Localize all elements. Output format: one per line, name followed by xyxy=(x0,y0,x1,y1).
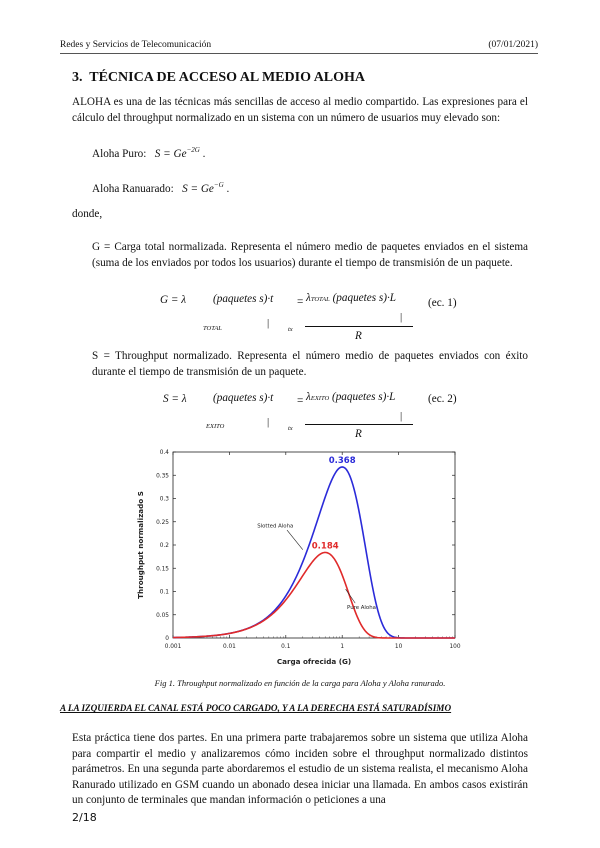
y-axis-label: Throughput normalizado S xyxy=(136,491,145,599)
annotation-slotted-leader xyxy=(287,530,303,550)
formula-slotted-label: Aloha Ranuarado: xyxy=(92,183,174,195)
y-tick-label: 0.05 xyxy=(156,612,169,619)
eq2-lhs-sub: EXITO xyxy=(206,423,225,430)
section-title: TÉCNICA DE ACCESO AL MEDIO ALOHA xyxy=(89,70,366,85)
y-tick-label: 0.2 xyxy=(159,543,169,549)
formula-pure-aloha xyxy=(92,148,205,160)
intro-paragraph: ALOHA es una de las técnicas más sencillas de acceso al medio compartido. Las expresiones para el cálculo del throughput normalizado en un sistema con un número de usuarios muy elevado son: xyxy=(72,96,528,124)
eq1-equals: = xyxy=(297,296,304,308)
section-heading xyxy=(72,70,365,86)
eq2-middle: (paquetes s)·t xyxy=(213,392,274,404)
x-tick-label: 0.001 xyxy=(164,644,182,650)
eq1-lhs-sub: TOTAL xyxy=(203,325,222,332)
eq2-bar: | xyxy=(267,416,270,428)
formula-pure-label: Aloha Puro: xyxy=(92,148,147,160)
x-tick-label: 10 xyxy=(394,644,403,650)
eq1-fraction-line xyxy=(305,326,413,327)
formula-slotted-exponent: −G xyxy=(213,181,224,189)
formula-pure-exponent: −2G xyxy=(186,146,200,154)
y-tick-label: 0.15 xyxy=(156,566,169,573)
eq2-equals: = xyxy=(297,395,304,407)
annotation-slotted-aloha: Slotted Aloha xyxy=(257,523,294,530)
y-tick-label: 0 xyxy=(165,636,169,642)
formula-slotted-tail: . xyxy=(226,183,230,195)
eq2-num-lambda: λ xyxy=(306,391,311,403)
eq1-num-sub: TOTAL xyxy=(310,296,330,303)
eq1-numerator xyxy=(306,292,396,304)
formula-pure-expr: S = Ge xyxy=(154,148,187,160)
definition-s: S = Throughput normalizado. Representa el número medio de paquetes enviados con éxito durante el tiempo de transmisión de un paquete. xyxy=(92,350,528,378)
peak-label-slotted: 0.368 xyxy=(328,455,356,466)
page-number: 2/18 xyxy=(72,811,97,824)
section-number: 3. xyxy=(72,70,83,85)
y-tick-label: 0.3 xyxy=(159,496,169,503)
eq1-lhs: G = λ xyxy=(160,294,187,306)
annotation-pure-leader xyxy=(346,589,356,603)
eq1-denominator: R xyxy=(355,330,362,342)
formula-slotted-aloha xyxy=(92,183,229,195)
eq2-num-rest: (paquetes s)·L xyxy=(331,391,396,403)
annotation-pure-aloha: Pure Aloha xyxy=(347,605,376,612)
figure-caption: Fig 1. Throughput normalizado en función de la carga para Aloha y Aloha ranurado. xyxy=(154,678,446,688)
closing-paragraph: Esta práctica tiene dos partes. En una primera parte trabajaremos sobre un sistema que utiliza Aloha para compartir el medio y analizaremos cómo inciden sobre el throughput normalizado distintos parámetros. En una segunda parte abordaremos el estudio de un sistema realista, el mecanismo Aloha Ranurado utilizado en GSM cuando un abonado desea iniciar una llamada. En ambos casos existirán un conjunto de terminales que mandan información o peticiones a una xyxy=(72,732,528,806)
x-tick-label: 1 xyxy=(340,644,345,650)
header-divider xyxy=(60,53,538,54)
donde-text: donde, xyxy=(72,208,103,220)
eq2-lhs: S = λ xyxy=(163,393,187,405)
eq2-label: (ec. 2) xyxy=(428,393,457,405)
y-tick-label: 0.4 xyxy=(159,450,169,456)
eq1-label: (ec. 1) xyxy=(428,297,457,309)
eq2-num-bar: | xyxy=(400,410,403,422)
eq2-middle-sub: tx xyxy=(288,425,293,432)
y-tick-label: 0.1 xyxy=(159,589,169,596)
definition-g: G = Carga total normalizada. Representa el número medio de paquetes enviados en el sistema (suma de los enviados por todos los usuarios) durante el tiempo de transmisión de un paquete. xyxy=(92,241,528,269)
eq1-bar: | xyxy=(267,317,270,329)
eq1-middle: (paquetes s)·t xyxy=(213,293,274,305)
series-line-slotted-aloha xyxy=(173,467,455,638)
eq1-num-lambda: λ xyxy=(306,292,311,304)
formula-slotted-expr: S = Ge xyxy=(182,183,214,195)
y-tick-label: 0.25 xyxy=(156,519,169,526)
eq2-fraction-line xyxy=(305,424,413,425)
eq1-num-rest: (paquetes s)·L xyxy=(332,292,396,304)
header-left: Redes y Servicios de Telecomunicación xyxy=(60,40,212,50)
eq1-num-bar: | xyxy=(400,311,403,323)
header-right: (07/01/2021) xyxy=(488,40,538,50)
eq2-denominator: R xyxy=(355,428,362,440)
eq2-num-sub: EXITO xyxy=(310,395,330,402)
x-tick-label: 0.1 xyxy=(281,644,291,650)
x-tick-label: 100 xyxy=(449,644,461,650)
banner-note: A LA IZQUIERDA EL CANAL ESTÁ POCO CARGADO, Y A LA DERECHA ESTÁ SATURADÍSIMO xyxy=(60,703,452,713)
x-tick-label: 0.01 xyxy=(222,644,236,650)
y-tick-label: 0.35 xyxy=(156,473,169,480)
peak-label-pure: 0.184 xyxy=(311,541,339,552)
x-axis-label: Carga ofrecida (G) xyxy=(276,657,352,666)
throughput-chart xyxy=(130,445,465,670)
eq2-numerator xyxy=(306,391,395,403)
formula-pure-tail: . xyxy=(202,148,206,160)
eq1-middle-sub: tx xyxy=(288,326,293,333)
series-line-pure-aloha xyxy=(173,552,455,638)
